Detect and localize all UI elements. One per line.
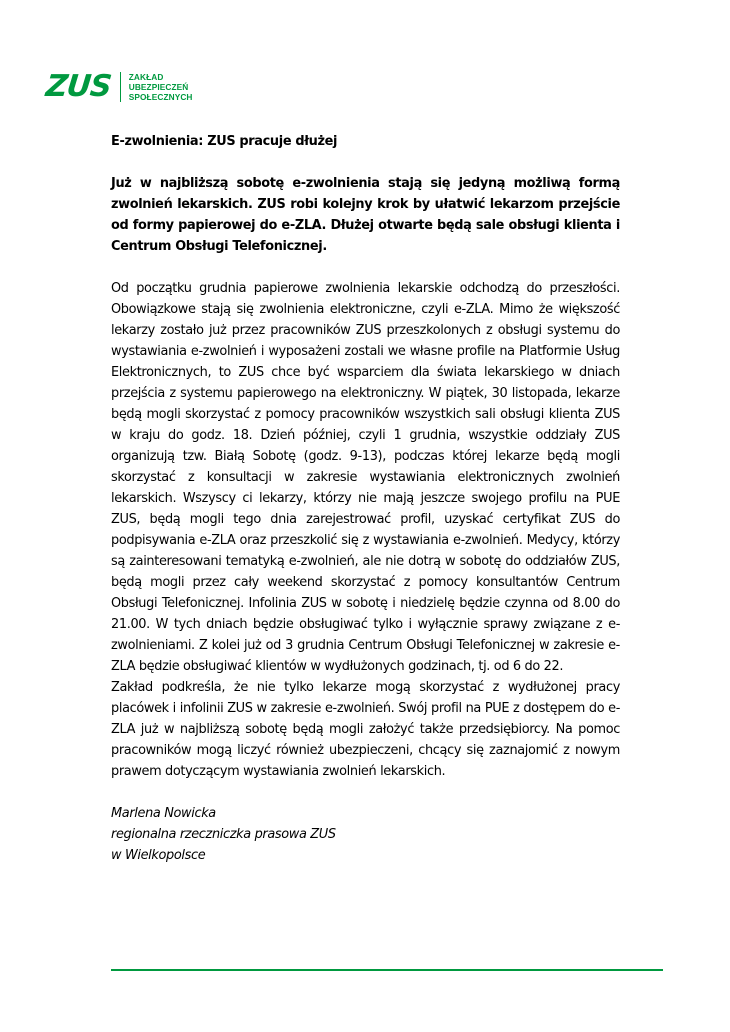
signature-region: w Wielkopolsce	[111, 848, 206, 863]
footer-divider	[111, 969, 663, 971]
logo-line-2: UBEZPIECZEŃ	[128, 82, 189, 92]
signature-role: regionalna rzeczniczka prasowa ZUS	[111, 827, 336, 842]
press-release-body	[111, 131, 620, 866]
logo-wordmark	[129, 72, 193, 102]
article-paragraph-2: Zakład podkreśla, że nie tylko lekarze mogą skorzystać z wydłużonej pracy placówek i infolinii ZUS w zakresie e-zwolnień. Swój profil na PUE z dostępem do e-ZLA już w najbliższą sobotę będą mogli założyć także przedsiębiorcy. Na pomoc pracowników mogą liczyć również ubezpieczeni, chcący się zaznajomić z nowym prawem dotyczącym wystawiania zwolnień lekarskich.	[111, 680, 620, 779]
logo-line-3: SPOŁECZNYCH	[128, 92, 193, 102]
zus-logo-mark: ZUS	[44, 69, 113, 104]
logo-divider	[120, 72, 121, 102]
article-title: E-zwolnienia: ZUS pracuje dłużej	[111, 134, 338, 149]
zus-logo	[46, 70, 193, 104]
article-paragraph-1: Od początku grudnia papierowe zwolnienia lekarskie odchodzą do przeszłości. Obowiązkowe stają się zwolnienia elektroniczne, czyli e-ZLA. Mimo że większość lekarzy zostało już przez pracowników ZUS przeszkolonych z obsługi systemu do wystawiania e-zwolnień i wyposażeni zostali we własne profile na Platformie Usług Elektronicznych, to ZUS chce być wsparciem dla świata lekarskiego w dniach przejścia z systemu papierowego na elektroniczny. W piątek, 30 listopada, lekarze będą mogli skorzystać z pomocy pracowników wszystkich sali obsługi klienta ZUS w kraju do godz. 18. Dzień później, czyli 1 grudnia, wszystkie oddziały ZUS organizują tzw. Białą Sobotę (godz. 9-13), podczas której lekarze będą mogli skorzystać z konsultacji w zakresie wystawiania elektronicznych zwolnień lekarskich. Wszyscy ci lekarzy, którzy nie mają jeszcze swojego profilu na PUE ZUS, będą mogli tego dnia zarejestrować profil, uzyskać certyfikat ZUS do podpisywania e-ZLA oraz przeszkolić się z wystawiania e-zwolnień. Medycy, którzy są zainteresowani tematyką e-zwolnień, ale nie dotrą w sobotę do oddziałów ZUS, będą mogli przez cały weekend skorzystać z pomocy konsultantów Centrum Obsługi Telefonicznej. Infolinia ZUS w sobotę i niedzielę będzie czynna od 8.00 do 21.00. W tych dniach będzie obsługiwać tylko i wyłącznie sprawy związane z e-zwolnieniami. Z kolei już od 3 grudnia Centrum Obsługi Telefonicznej w zakresie e-ZLA będzie obsługiwać klientów w wydłużonych godzinach, tj. od 6 do 22.	[111, 281, 620, 674]
signature-block	[111, 803, 620, 866]
logo-line-1: ZAKŁAD	[128, 72, 164, 82]
signature-name: Marlena Nowicka	[111, 806, 216, 821]
article-lead: Już w najbliższą sobotę e-zwolnienia stają się jedyną możliwą formą zwolnień lekarskich. ZUS robi kolejny krok by ułatwić lekarzom przejście od formy papierowej do e-ZLA. Dłużej otwarte będą sale obsługi klienta i Centrum Obsługi Telefonicznej.	[111, 176, 620, 254]
